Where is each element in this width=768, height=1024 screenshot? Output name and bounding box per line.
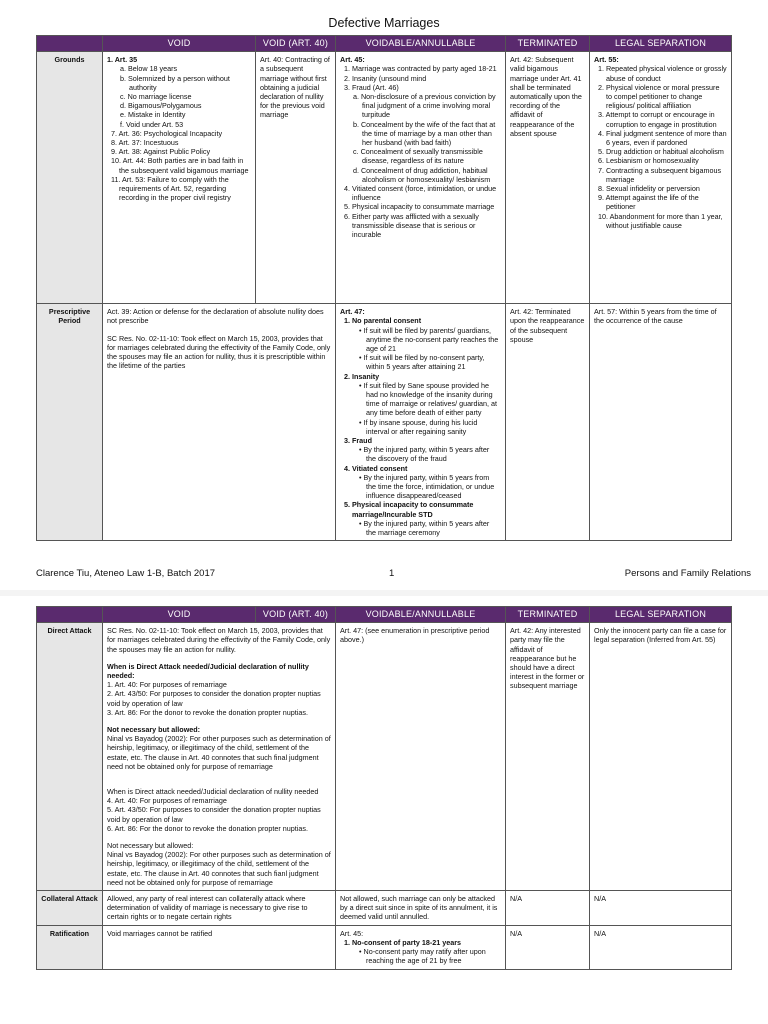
cell-ratification-terminated: N/A bbox=[506, 925, 590, 969]
cell-ratification-legal: N/A bbox=[590, 925, 732, 969]
header-corner bbox=[37, 607, 103, 623]
cell-grounds-legal bbox=[590, 52, 732, 304]
header-terminated: TERMINATED bbox=[506, 607, 590, 623]
text: 5. Physical incapacity to consummate marriage/Incurable STD bbox=[344, 500, 474, 519]
text: 1. Marriage was contracted by party aged 18-21 bbox=[344, 64, 497, 74]
row-label-direct: Direct Attack bbox=[37, 623, 103, 891]
cell-collateral-voidable: Not allowed, such marriage can only be attacked by a direct suit since in spite of its annulment, it is deemed valid until annulled. bbox=[336, 891, 506, 926]
text: • By the injured party, within 5 years after the marriage ceremony bbox=[359, 518, 490, 538]
text: f. Void under Art. 53 bbox=[120, 119, 184, 129]
cell-grounds-void40: Art. 40: Contracting of a subsequent marriage without first obtaining a judicial declaration of nullity for the previous void marriage bbox=[256, 52, 336, 304]
text: 5. Drug addiction or habitual alcoholism bbox=[598, 147, 724, 157]
text: Ninal vs Bayadog (2002): For other purposes such as determination of heirship, legitimacy, or illegitimacy of the child, settlement of the estate, etc. The clause in Art. 40 connotes that such final judgment need not be obtained only for purpose of remarriage bbox=[107, 734, 331, 771]
text: When is Direct attack needed/Judicial declaration of nullity needed bbox=[107, 787, 319, 797]
row-label-collateral: Collateral Attack bbox=[37, 891, 103, 926]
text: 2. Art. 43/50: For purposes to consider the donation propter nuptias void by operation of law bbox=[107, 689, 321, 708]
footer-subject: Persons and Family Relations bbox=[624, 568, 751, 579]
row-label-ratification: Ratification bbox=[37, 925, 103, 969]
text: • If by insane spouse, during his lucid interval or after regaining sanity bbox=[359, 417, 478, 436]
cell-grounds-terminated: Art. 42: Subsequent valid bigamous marriage under Art. 41 shall be terminated automatically upon the recording of the affidavit of reappearance of the absent spouse bbox=[506, 52, 590, 304]
text: 8. Art. 37: Incestuous bbox=[111, 138, 179, 148]
table-row-direct-attack bbox=[37, 623, 732, 891]
text: 11. Art. 53: Failure to comply with the requirements of Art. 52, regarding recording in the proper civil registry bbox=[111, 174, 231, 203]
table-row-collateral-attack bbox=[37, 891, 732, 926]
table-row-prescriptive bbox=[37, 304, 732, 541]
text: 1. No-consent of party 18-21 years bbox=[344, 937, 462, 947]
text: c. Concealment of sexually transmissible disease, regardless of its nature bbox=[353, 147, 483, 166]
table-row-grounds bbox=[37, 52, 732, 304]
text: • By the injured party, within 5 years after the discovery of the fraud bbox=[359, 445, 490, 464]
header-void: VOID bbox=[103, 607, 256, 623]
text: • If suit will be filed by parents/ guardians, anytime the no-consent party reaches the age of 21 bbox=[359, 325, 499, 354]
cell-prescriptive-voidable bbox=[336, 304, 506, 541]
text: 1. Art. 40: For purposes of remarriage bbox=[107, 680, 227, 690]
text: 6. Lesbianism or homosexuality bbox=[598, 156, 699, 166]
text: a. Below 18 years bbox=[120, 64, 178, 74]
page-title: Defective Marriages bbox=[328, 16, 440, 30]
cell-collateral-terminated: N/A bbox=[506, 891, 590, 926]
text: Art. 47: bbox=[340, 307, 365, 317]
text: 5. Art. 43/50: For purposes to consider the donation propter nuptias void by operation of law bbox=[107, 805, 321, 824]
text: 4. Art. 40: For purposes of remarriage bbox=[107, 796, 227, 806]
row-label-grounds: Grounds bbox=[37, 52, 103, 304]
text: 9. Art. 38: Against Public Policy bbox=[111, 147, 211, 157]
text: d. Bigamous/Polygamous bbox=[120, 101, 202, 111]
header-terminated: TERMINATED bbox=[506, 36, 590, 52]
text: 4. Final judgment sentence of more than 6 years, even if pardoned bbox=[598, 128, 727, 148]
text: b. Concealment by the wife of the fact that at the time of marriage by a man other than her husband (with bad faith) bbox=[353, 119, 496, 148]
text: Ninal vs Bayadog (2002): For other purposes such as determination of heirship, legitimacy, or illegitimacy of the child, settlement of the estate, etc. The clause in Art. 40 connotes that such fianl judgment need not be obtained only for purpose of remarriage bbox=[107, 850, 331, 887]
text: a. Non-disclosure of a previous conviction by final judgment of a crime involving moral turpitude bbox=[353, 92, 496, 120]
text: Not necessary but allowed: bbox=[107, 841, 194, 851]
text: 7. Contracting a subsequent bigamous marriage bbox=[598, 165, 722, 184]
text: 4. Vitiated consent bbox=[344, 463, 408, 473]
text: When is Direct Attack needed/Judicial declaration of nullity needed: bbox=[107, 661, 309, 681]
page-separator bbox=[0, 590, 768, 596]
row-label-prescriptive: Prescriptive Period bbox=[37, 304, 103, 541]
cell-prescriptive-terminated: Art. 42: Terminated upon the reappearance of the subsequent spouse bbox=[506, 304, 590, 541]
text: • No-consent party may ratify after upon reaching the age of 21 by free bbox=[359, 947, 486, 966]
text: 3. Attempt to corrupt or encourage in corruption to engage in prostitution bbox=[598, 110, 717, 129]
defective-marriages-table-page-2 bbox=[36, 606, 732, 970]
text: 8. Sexual infidelity or perversion bbox=[598, 184, 700, 194]
cell-ratification-voidable bbox=[336, 925, 506, 969]
header-legal-separation: LEGAL SEPARATION bbox=[590, 36, 732, 52]
cell-grounds-voidable bbox=[336, 52, 506, 304]
text: 2. Insanity (unsound mind bbox=[344, 73, 427, 83]
cell-direct-legal: Only the innocent party can file a case for legal separation (Inferred from Art. 55) bbox=[590, 623, 732, 891]
text: 5. Physical incapacity to consummate marriage bbox=[344, 202, 495, 212]
text: 9. Attempt against the life of the petitioner bbox=[598, 193, 699, 212]
text: 6. Art. 86: For the donor to revoke the donation propter nuptias. bbox=[107, 823, 308, 833]
cell-prescriptive-legal: Art. 57: Within 5 years from the time of the occurrence of the cause bbox=[590, 304, 732, 541]
text: 1. No parental consent bbox=[344, 316, 422, 326]
text: 7. Art. 36: Psychological Incapacity bbox=[111, 128, 223, 138]
footer-page-number: 1 bbox=[389, 568, 395, 579]
text: 10. Art. 44: Both parties are in bad faith in the subsequent valid bigamous marriage bbox=[111, 156, 249, 175]
defective-marriages-table-page-1 bbox=[36, 35, 732, 541]
text: b. Solemnized by a person without authority bbox=[120, 73, 230, 92]
text: 1. Art. 35 bbox=[107, 55, 138, 65]
text: d. Concealment of drug addiction, habitual alcoholism or homosexuality/ lesbianism bbox=[353, 165, 491, 184]
cell-direct-void bbox=[103, 623, 336, 891]
text: 6. Either party was afflicted with a sexually transmissible disease that is serious or incurable bbox=[344, 211, 479, 240]
header-void-art40: VOID (ART. 40) bbox=[256, 607, 336, 623]
text: Art. 45: bbox=[340, 55, 365, 65]
cell-direct-terminated: Art. 42: Any interested party may file the affidavit of reappearance but he should have a direct interest in the former or subsequent marriage bbox=[506, 623, 590, 891]
text: • If suit filed by Sane spouse provided he had no knowledge of the insanity during time of marraige or relatives/ guardian, at any time before death of either party bbox=[359, 380, 498, 418]
header-corner bbox=[37, 36, 103, 52]
text: 3. Fraud (Art. 46) bbox=[344, 82, 399, 92]
text: • If suit will be filed by no-consent party, within 5 years after attaining 21 bbox=[359, 353, 485, 372]
table-header-row bbox=[37, 36, 732, 52]
header-legal-separation: LEGAL SEPARATION bbox=[590, 607, 732, 623]
header-voidable: VOIDABLE/ANNULLABLE bbox=[336, 36, 506, 52]
text: 2. Insanity bbox=[344, 371, 380, 381]
text: c. No marriage license bbox=[120, 92, 192, 102]
text: 2. Physical violence or moral pressure to compel petitioner to change religious/ political affiliation bbox=[598, 82, 720, 111]
cell-prescriptive-void bbox=[103, 304, 336, 541]
text: SC Res. No. 02-11-10: Took effect on March 15, 2003, provides that for marriages celebrated during the effectivity of the Family Code, only the spouses may file an action for nullity, thus it is prescriptible within the lifetime of the parties bbox=[107, 333, 331, 371]
text: SC Res. No. 02-11-10: Took effect on March 15, 2003, provides that for marriages celebrated during the effectivity of the Family Code, only the spouses may file an action for nullity. bbox=[107, 626, 331, 654]
text: e. Mistake in Identity bbox=[120, 110, 186, 120]
text: Act. 39: Action or defense for the declaration of absolute nullity does not prescribe bbox=[107, 307, 324, 326]
cell-collateral-legal: N/A bbox=[590, 891, 732, 926]
footer-author: Clarence Tiu, Ateneo Law 1-B, Batch 2017 bbox=[36, 568, 216, 579]
header-void: VOID bbox=[103, 36, 256, 52]
table-row-ratification bbox=[37, 925, 732, 969]
cell-grounds-void bbox=[103, 52, 256, 304]
text: Art. 55: bbox=[594, 55, 619, 65]
text: 4. Vitiated consent (force, intimidation, or undue influence bbox=[344, 184, 497, 203]
text: 3. Art. 86: For the donor to revoke the donation propter nuptias. bbox=[107, 707, 308, 717]
text: Not necessary but allowed: bbox=[107, 725, 201, 735]
text: 10. Abandonment for more than 1 year, without justifiable cause bbox=[598, 211, 723, 230]
cell-collateral-void: Allowed, any party of real interest can collaterally attack where determination of validity of marriage is necessary to give rise to certain rights or to negate certain rights bbox=[103, 891, 336, 926]
cell-ratification-void: Void marriages cannot be ratified bbox=[103, 925, 336, 969]
header-void-art40: VOID (ART. 40) bbox=[256, 36, 336, 52]
text: • By the injured party, within 5 years from the time the force, intimidation, or undue influence disappeared/ceased bbox=[359, 472, 495, 501]
table-header-row bbox=[37, 607, 732, 623]
text: Art. 45: bbox=[340, 928, 364, 938]
text: 1. Repeated physical violence or grossly abuse of conduct bbox=[598, 64, 727, 83]
header-voidable: VOIDABLE/ANNULLABLE bbox=[336, 607, 506, 623]
text: 3. Fraud bbox=[344, 436, 372, 446]
cell-direct-voidable: Art. 47: (see enumeration in prescriptive period above.) bbox=[336, 623, 506, 891]
